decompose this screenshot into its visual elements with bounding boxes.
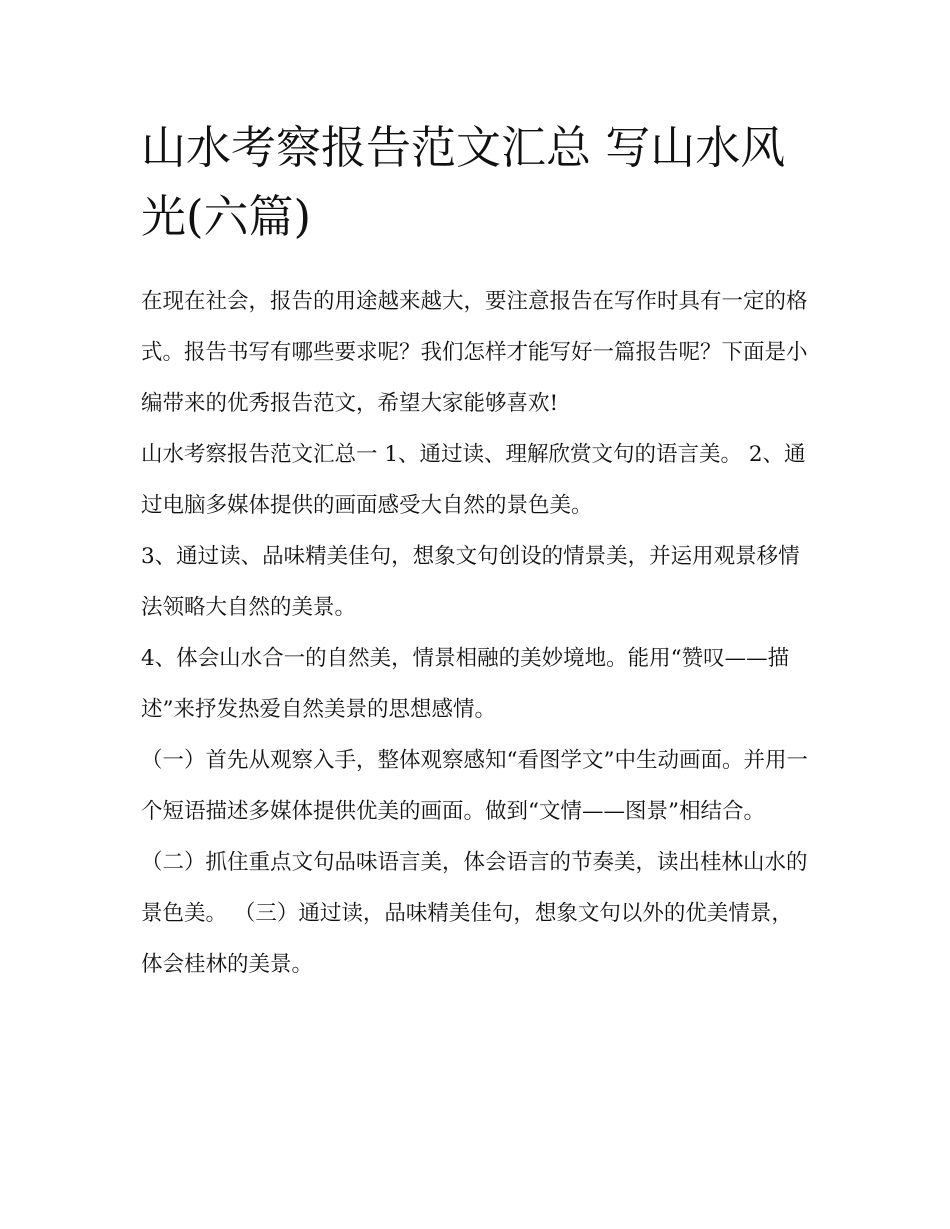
paragraph-intro: 在现在社会，报告的用途越来越大，要注意报告在写作时具有一定的格式。报告书写有哪些要求呢？我们怎样才能写好一篇报告呢？下面是小编带来的优秀报告范文，希望大家能够喜欢! xyxy=(141,289,808,416)
paragraph-step-2-3: （二）抓住重点文句品味语言美，体会语言的节奏美，读出桂林山水的景色美。 （三）通过读，品味精美佳句，想象文句以外的优美情景，体会桂林的美景。 xyxy=(141,850,808,977)
paragraph-goal-1-2: 山水考察报告范文汇总一 1、通过读、理解欣赏文句的语言美。 2、通过电脑多媒体提供的画面感受大自然的景色美。 xyxy=(141,442,806,518)
paragraph-goal-4: 4、体会山水合一的自然美，情景相融的美妙境地。能用“赞叹——描述”来抒发热爱自然美景的思想感情。 xyxy=(141,646,790,722)
paragraph-goal-3: 3、通过读、品味精美佳句，想象文句创设的情景美，并运用观景移情法领略大自然的美景。 xyxy=(141,544,800,620)
document-title: 山水考察报告范文汇总 写山水风光(六篇) xyxy=(141,121,786,243)
document-body xyxy=(141,276,813,990)
paragraph-step-1: （一）首先从观察入手，整体观察感知“看图学文”中生动画面。并用一个短语描述多媒体提供优美的画面。做到“文情——图景”相结合。 xyxy=(141,748,808,824)
